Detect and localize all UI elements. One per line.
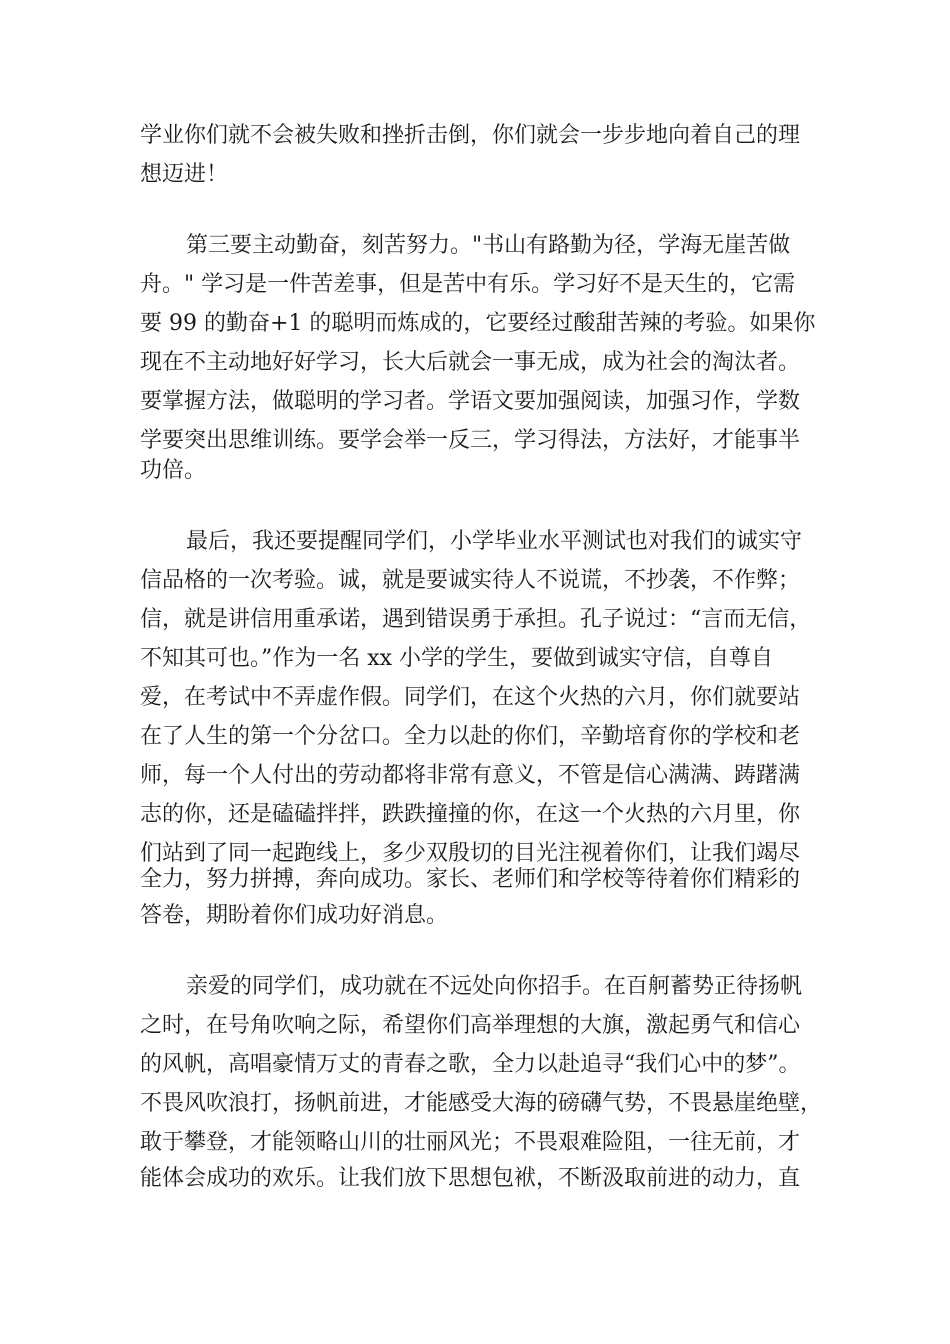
- text-line: 的风帆，高唱豪情万丈的青春之歌，全力以赴追寻“我们心中的梦”。: [140, 1052, 801, 1077]
- text-line: 要 99 的勤奋+1 的聪明而炼成的，它要经过酸甜苦辣的考验。如果你: [140, 311, 816, 336]
- text-line: 舟。" 学习是一件苦差事，但是苦中有乐。学习好不是天生的，它需: [140, 272, 796, 297]
- text-line: 现在不主动地好好学习，长大后就会一事无成，成为社会的淘汰者。: [140, 350, 801, 375]
- text-line: 信品格的一次考验。诚，就是要诚实待人不说谎，不抄袭，不作弊；: [140, 568, 801, 593]
- text-line: 最后，我还要提醒同学们，小学毕业水平测试也对我们的诚实守: [186, 529, 803, 554]
- text-line: 全力，努力拼搏，奔向成功。家长、老师们和学校等待着你们精彩的: [140, 867, 801, 892]
- text-line: 不畏风吹浪打，扬帆前进，才能感受大海的磅礴气势，不畏悬崖绝壁，: [140, 1091, 823, 1116]
- text-line: 之时，在号角吹响之际，希望你们高举理想的大旗，激起勇气和信心: [140, 1013, 801, 1038]
- text-line: 学要突出思维训练。要学会举一反三，学习得法，方法好，才能事半: [140, 428, 801, 453]
- text-line: 信，就是讲信用重承诺，遇到错误勇于承担。孔子说过：“言而无信，: [140, 607, 812, 632]
- text-line: 答卷，期盼着你们成功好消息。: [140, 903, 449, 928]
- text-line: 亲爱的同学们，成功就在不远处向你招手。在百舸蓄势正待扬帆: [186, 974, 803, 999]
- text-line: 志的你，还是磕磕拌拌，跌跌撞撞的你，在这一个火热的六月里，你: [140, 802, 801, 827]
- text-line: 功倍。: [140, 458, 207, 483]
- text-line: 们站到了同一起跑线上，多少双殷切的目光注视着你们，让我们竭尽: [140, 841, 801, 866]
- text-line: 学业你们就不会被失败和挫折击倒，你们就会一步步地向着自己的理: [140, 123, 801, 148]
- text-line: 要掌握方法，做聪明的学习者。学语文要加强阅读，加强习作，学数: [140, 389, 801, 414]
- text-line: 爱，在考试中不弄虚作假。同学们，在这个火热的六月，你们就要站: [140, 685, 801, 710]
- text-line: 第三要主动勤奋，刻苦努力。"书山有路勤为径，学海无崖苦做: [186, 233, 791, 258]
- text-line: 在了人生的第一个分岔口。全力以赴的你们，辛勤培育你的学校和老: [140, 724, 801, 749]
- text-line: 师，每一个人付出的劳动都将非常有意义，不管是信心满满、踌躇满: [140, 763, 801, 788]
- text-line: 想迈进！: [140, 162, 229, 187]
- text-line: 敢于攀登，才能领略山川的壮丽风光；不畏艰难险阻，一往无前，才: [140, 1130, 801, 1155]
- text-line: 能体会成功的欢乐。让我们放下思想包袱，不断汲取前进的动力，直: [140, 1166, 801, 1191]
- text-line: 不知其可也。”作为一名 xx 小学的学生，要做到诚实守信，自尊自: [140, 646, 774, 671]
